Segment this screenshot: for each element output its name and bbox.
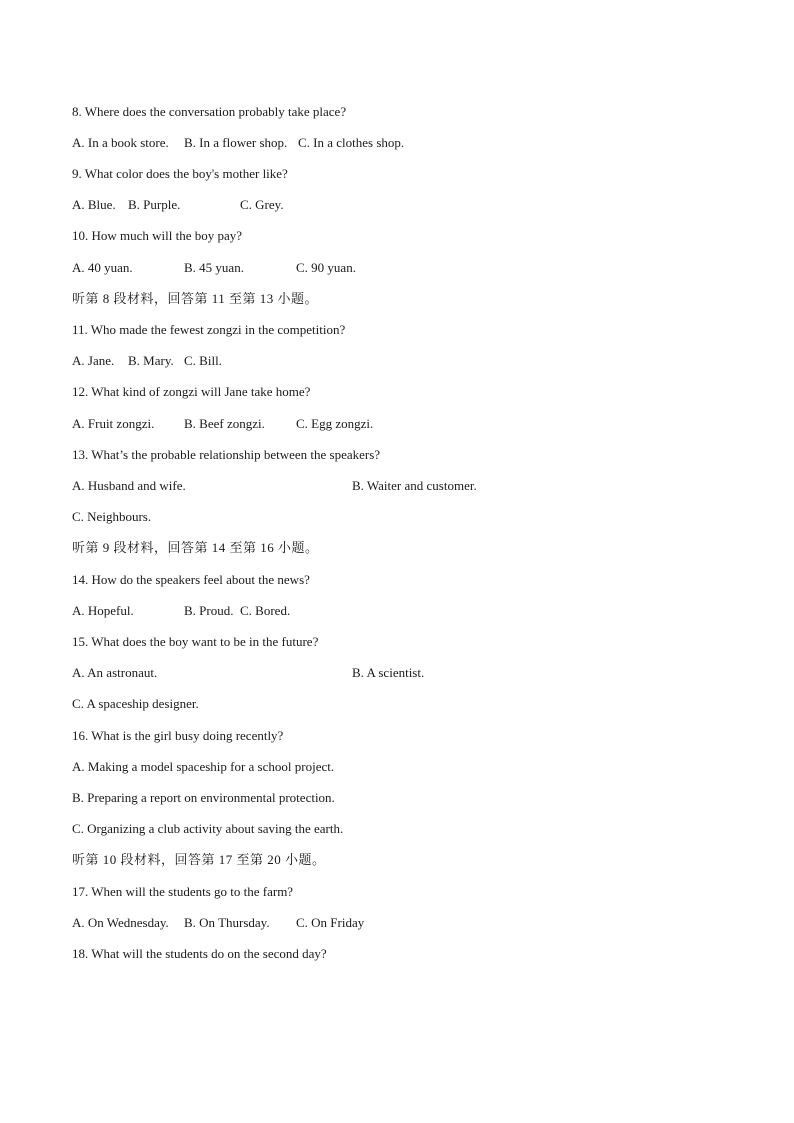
question-9: 9. What color does the boy's mother like? xyxy=(72,166,288,181)
section-heading-10: 听第 10 段材料，回答第 17 至第 20 小题。 xyxy=(72,852,326,867)
question-15: 15. What does the boy want to be in the future? xyxy=(72,634,319,649)
option-13-a: A. Husband and wife. xyxy=(72,478,186,493)
option-11-b: B. Mary. xyxy=(128,353,174,368)
option-15-c: C. A spaceship designer. xyxy=(72,696,199,711)
option-9-a: A. Blue. xyxy=(72,197,116,212)
option-17-b: B. On Thursday. xyxy=(184,915,270,930)
option-10-b: B. 45 yuan. xyxy=(184,260,244,275)
option-15-b: B. A scientist. xyxy=(352,665,425,680)
option-10-c: C. 90 yuan. xyxy=(296,260,356,275)
option-9-c: C. Grey. xyxy=(240,197,284,212)
question-14: 14. How do the speakers feel about the news? xyxy=(72,572,310,587)
option-17-a: A. On Wednesday. xyxy=(72,915,169,930)
option-9-b: B. Purple. xyxy=(128,197,181,212)
option-12-a: A. Fruit zongzi. xyxy=(72,416,155,431)
question-11: 11. Who made the fewest zongzi in the competition? xyxy=(72,322,346,337)
option-8-b: B. In a flower shop. xyxy=(184,135,288,150)
question-18: 18. What will the students do on the second day? xyxy=(72,946,327,961)
option-8-a: A. In a book store. xyxy=(72,135,169,150)
option-17-c: C. On Friday xyxy=(296,915,365,930)
option-13-c: C. Neighbours. xyxy=(72,509,152,524)
option-12-c: C. Egg zongzi. xyxy=(296,416,374,431)
question-12: 12. What kind of zongzi will Jane take home? xyxy=(72,384,311,399)
option-16-a: A. Making a model spaceship for a school project. xyxy=(72,759,335,774)
option-16-b: B. Preparing a report on environmental protection. xyxy=(72,790,335,805)
option-14-b: B. Proud. xyxy=(184,603,234,618)
question-16: 16. What is the girl busy doing recently? xyxy=(72,728,284,743)
option-14-a: A. Hopeful. xyxy=(72,603,134,618)
question-13: 13. What’s the probable relationship between the speakers? xyxy=(72,447,381,462)
section-heading-8: 听第 8 段材料，回答第 11 至第 13 小题。 xyxy=(72,291,319,306)
question-17: 17. When will the students go to the farm? xyxy=(72,884,294,899)
question-8: 8. Where does the conversation probably take place? xyxy=(72,104,347,119)
section-heading-9: 听第 9 段材料，回答第 14 至第 16 小题。 xyxy=(72,540,319,555)
option-15-a: A. An astronaut. xyxy=(72,665,158,680)
option-14-c: C. Bored. xyxy=(240,603,291,618)
option-10-a: A. 40 yuan. xyxy=(72,260,133,275)
option-11-a: A. Jane. xyxy=(72,353,115,368)
option-8-c: C. In a clothes shop. xyxy=(298,135,405,150)
option-16-c: C. Organizing a club activity about saving the earth. xyxy=(72,821,344,836)
question-10: 10. How much will the boy pay? xyxy=(72,228,243,243)
option-13-b: B. Waiter and customer. xyxy=(352,478,477,493)
option-11-c: C. Bill. xyxy=(184,353,222,368)
option-12-b: B. Beef zongzi. xyxy=(184,416,265,431)
